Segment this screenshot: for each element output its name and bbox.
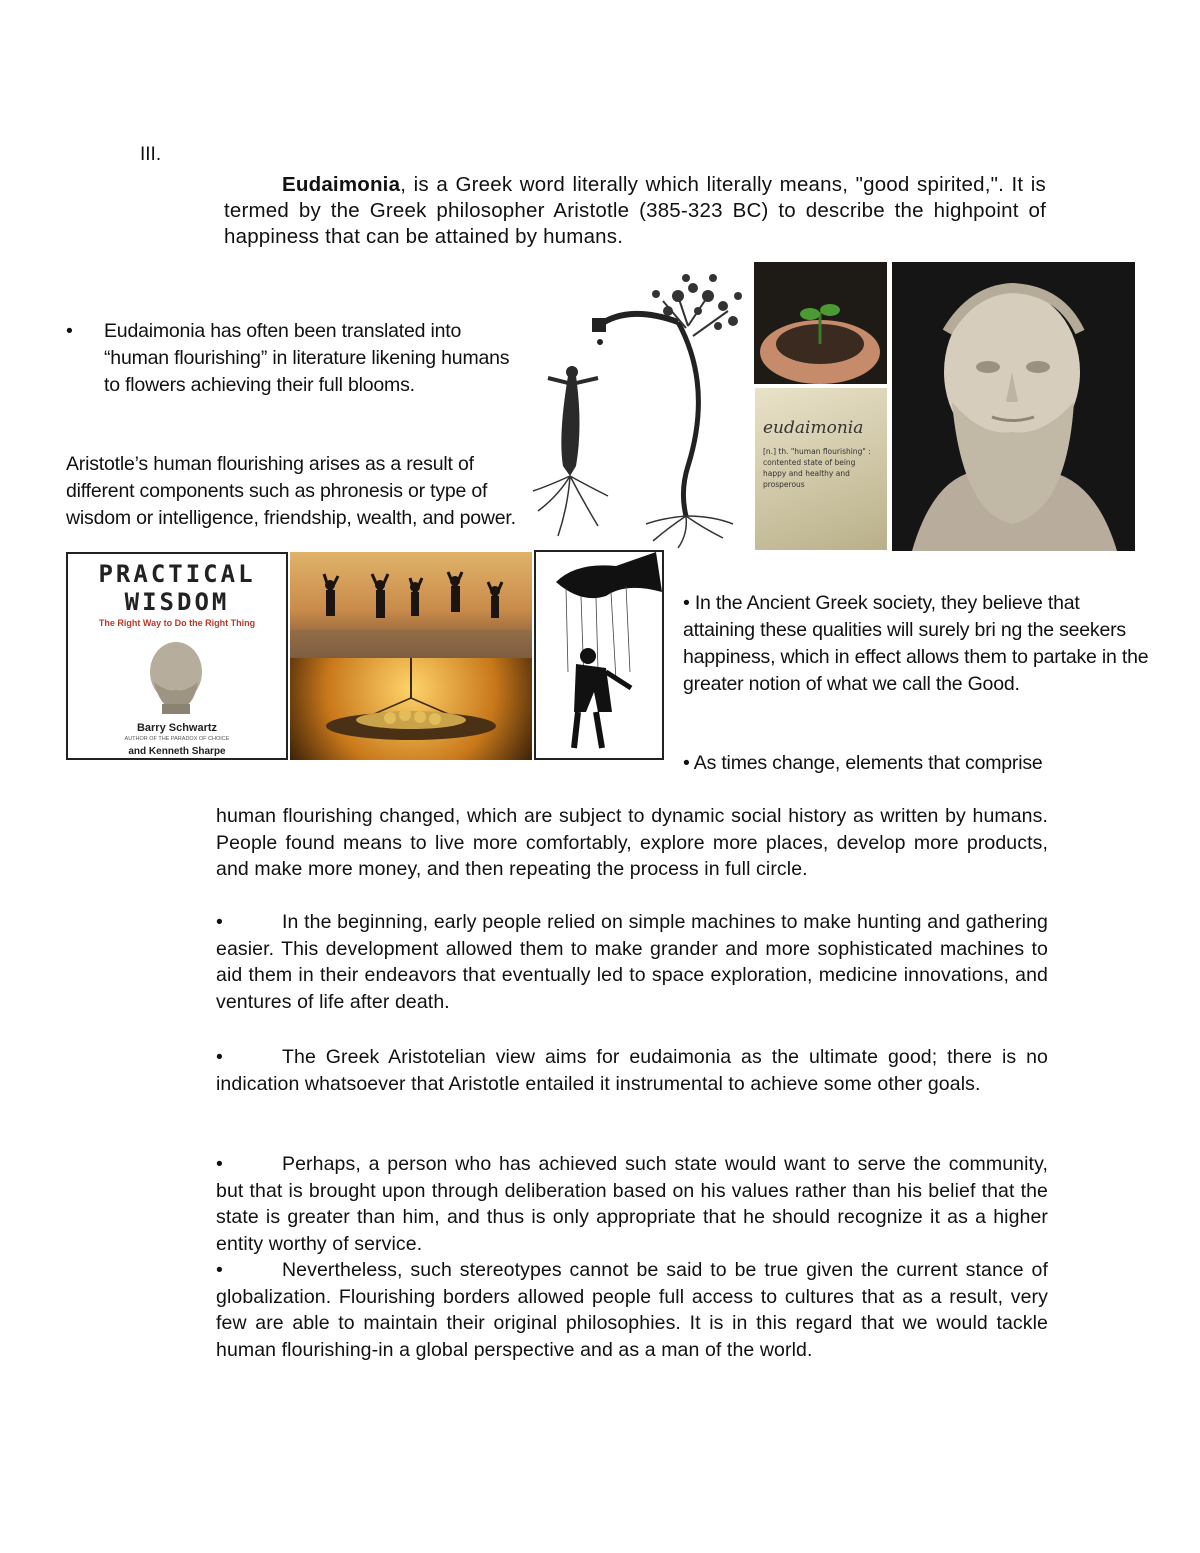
body-paragraph-5-text: Nevertheless, such stereotypes cannot be said to be true given the current stance of globalization. Flourishing borders allowed people full access to cultures that as a result, very few are able to maintain their original philosophies. It is in this regard that we would tackle human flourishing-in a global perspective and as a man of the world. xyxy=(216,1259,1048,1361)
left-bullet xyxy=(66,318,516,399)
left-bullet-marker: • xyxy=(66,320,73,342)
intro-text: , is a Greek word literally which literally means, "good spirited,". It is termed by the Greek philosopher Aristotle (385-323 BC) to describe the highpoint of happiness that can be attained by humans. xyxy=(224,173,1046,248)
body-paragraph-4-bullet: • xyxy=(216,1153,223,1175)
card-title: eudaimonia xyxy=(763,418,864,438)
book-author2: and Kenneth Sharpe xyxy=(128,746,226,757)
left-bullet-text: Eudaimonia has often been translated into “human flourishing” in literature likening humans to flowers achieving their full blooms. xyxy=(104,320,510,396)
seedling-hands-photo xyxy=(754,262,887,384)
book-title-line2: WISDOM xyxy=(124,588,230,616)
card-definition: [n.] th. "human flourishing" : contented state of being happy and healthy and prosperous xyxy=(763,447,871,489)
section-number: III. xyxy=(140,144,162,165)
body-paragraph-5-bullet: • xyxy=(216,1259,223,1281)
book-author1-note: AUTHOR OF THE PARADOX OF CHOICE xyxy=(124,736,230,742)
practical-wisdom-book-cover xyxy=(66,552,288,760)
body-paragraph-3-bullet: • xyxy=(216,1046,223,1068)
right-bullet-2: • As times change, elements that comprise xyxy=(683,752,1043,774)
puppet-hand-illustration xyxy=(534,550,664,760)
body-paragraph-2 xyxy=(216,909,1048,1015)
coin-balance-photo xyxy=(290,658,532,760)
body-paragraph-3 xyxy=(216,1044,1048,1097)
tree-faucet-illustration xyxy=(528,266,752,550)
intro-term: Eudaimonia xyxy=(282,173,401,196)
body-paragraph-2-text: In the beginning, early people relied on simple machines to make hunting and gathering easier. This development allowed them to make grander and more sophisticated machines to aid them in their endeavors that eventually led to space exploration, medicine innovations, and ventures of life after death. xyxy=(216,911,1048,1013)
book-title-line1: PRACTICAL xyxy=(98,560,256,588)
book-author1: Barry Schwartz xyxy=(136,722,218,734)
body-paragraph-3-text: The Greek Aristotelian view aims for eudaimonia as the ultimate good; there is no indication whatsoever that Aristotle entailed it instrumental to achieve some other goals. xyxy=(216,1046,1048,1095)
intro-paragraph xyxy=(224,172,1046,250)
book-subtitle: The Right Way to Do the Right Thing xyxy=(98,618,256,628)
body-paragraph-5 xyxy=(216,1257,1048,1363)
body-paragraph-2-bullet: • xyxy=(216,911,223,933)
jumping-people-photo xyxy=(290,552,532,658)
aristotle-bust-photo xyxy=(892,262,1135,551)
body-paragraph-4 xyxy=(216,1151,1048,1257)
bust-icon xyxy=(136,634,216,714)
body-paragraph-4-text: Perhaps, a person who has achieved such state would want to serve the community, but that is brought upon through deliberation based on his values rather than his belief that the state is greater than him, and thus is only appropriate that he should recognize it as a higher entity worthy of service. xyxy=(216,1153,1048,1255)
body-paragraph-1 xyxy=(216,803,1048,883)
body-paragraph-1-text: human flourishing changed, which are subject to dynamic social history as written by humans. People found means to live more comfortably, explore more places, develop more products, and make more money, and then repeating the process in full circle. xyxy=(216,805,1048,880)
eudaimonia-definition-card xyxy=(755,388,887,550)
left-paragraph: Aristotle’s human flourishing arises as a result of different components such as phronesis or type of wisdom or intelligence, friendship, wealth, and power. xyxy=(66,453,516,529)
right-bullet-1: • In the Ancient Greek society, they believe that attaining these qualities will surely bri ng the seekers happiness, which in effect allows them to partake in the greater notion of what we call the Good. xyxy=(683,592,1149,695)
